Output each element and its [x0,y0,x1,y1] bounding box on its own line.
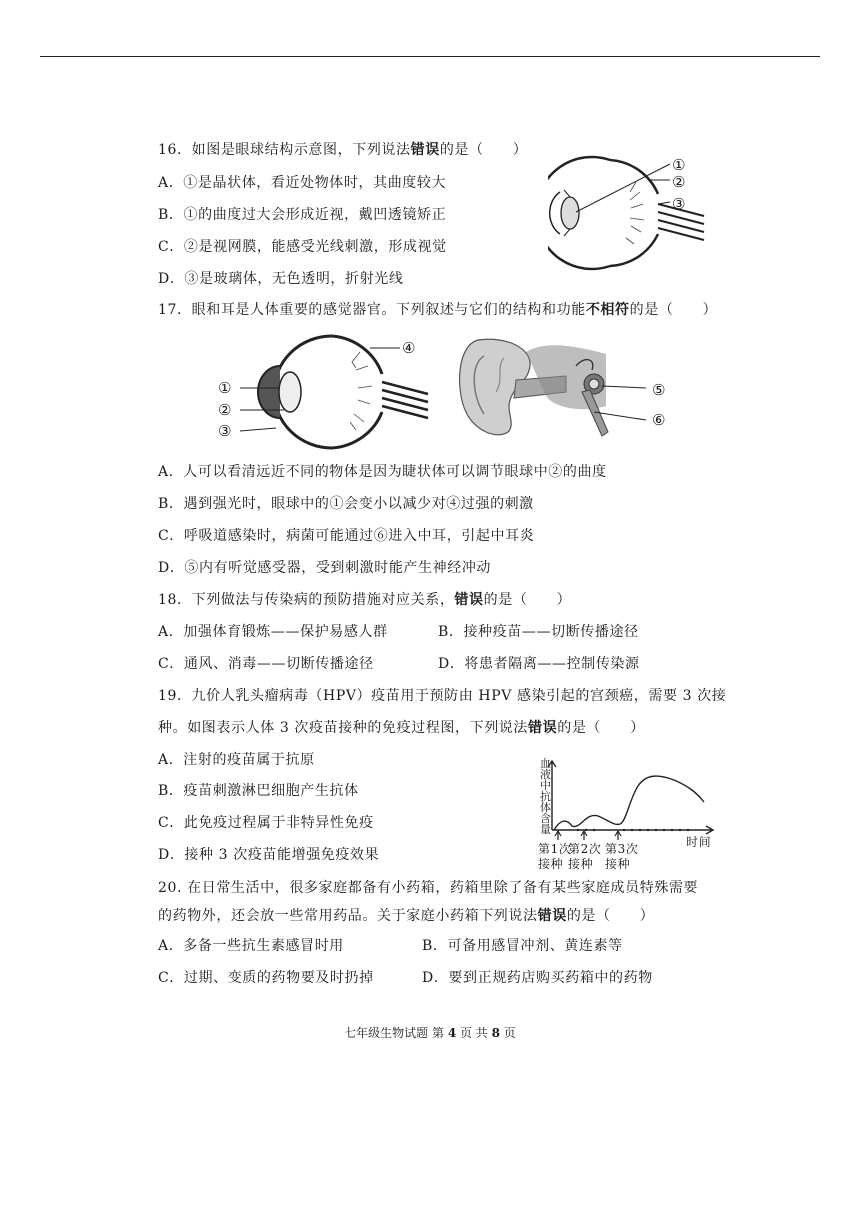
q18-stem: 18．下列做法与传染病的预防措施对应关系，错误的是（ ） [158,592,572,608]
q19-option-d: D．接种 3 次疫苗能增强免疫效果 [158,847,380,863]
header-rule [40,56,820,57]
q16-stem: 16．如图是眼球结构示意图，下列说法错误的是（ ） [158,142,528,158]
q17-label-6: ⑥ [652,411,667,429]
q20-option-d: D．要到正规药店购买药箱中的药物 [422,970,653,986]
q17-option-d: D．⑤内有听觉感受器，受到刺激时能产生神经冲动 [158,560,492,576]
q20-stem-line2: 的药物外，还会放一些常用药品。关于家庭小药箱下列说法错误的是（ ） [158,908,655,924]
q20-stem-line1: 20. 在日常生活中，很多家庭都备有小药箱，药箱里除了备有某些家庭成员特殊需要 [158,880,699,896]
q17-option-b: B．遇到强光时，眼球中的①会变小以减少对④过强的刺激 [158,496,534,512]
q17-ear-diagram [456,336,656,442]
q19-option-b: B．疫苗刺激淋巴细胞产生抗体 [158,783,359,799]
page-footer: 七年级生物试题 第 4 页 共 8 页 [344,1026,516,1040]
q19-graph-xlabel: 时间 [686,835,712,849]
q17-label-5: ⑤ [652,381,667,399]
q16-label-3: ③ [672,195,687,213]
q16-option-b: B．①的曲度过大会形成近视，戴凹透镜矫正 [158,207,447,223]
q16-label-1: ① [672,156,687,174]
q17-stem: 17．眼和耳是人体重要的感觉器官。下列叙述与它们的结构和功能不相符的是（ ） [158,302,718,318]
q19-stem-line1: 19．九价人乳头瘤病毒（HPV）疫苗用于预防由 HPV 感染引起的宫颈癌，需要 3 次接 [158,688,727,704]
q19-dose-3: 第3次 接种 [605,842,639,871]
q18-option-d: D．将患者隔离——控制传染源 [438,656,640,672]
q19-antibody-graph [528,757,718,840]
q17-label-1: ① [218,379,233,397]
q16-label-2: ② [672,173,687,191]
q17-label-4: ④ [402,339,417,357]
q20-option-b: B．可备用感冒冲剂、黄连素等 [422,938,623,954]
q17-label-2: ② [218,401,233,419]
q17-option-c: C．呼吸道感染时，病菌可能通过⑥进入中耳，引起中耳炎 [158,528,535,544]
q19-option-a: A．注射的疫苗属于抗原 [158,752,315,768]
q18-option-c: C．通风、消毒——切断传播途径 [158,656,374,672]
q19-dose-1: 第1次 接种 [538,842,572,871]
q19-graph-ylabel: 血液中抗体含量 [540,757,552,836]
q16-option-a: A．①是晶状体，看近处物体时，其曲度较大 [158,175,447,191]
q16-option-c: C．②是视网膜，能感受光线刺激，形成视觉 [158,239,447,255]
q18-option-a: A．加强体育锻炼——保护易感人群 [158,624,388,640]
q18-option-b: B．接种疫苗——切断传播途径 [438,624,639,640]
q19-dose-2: 第2次 接种 [568,842,602,871]
q19-option-c: C．此免疫过程属于非特异性免疫 [158,815,374,831]
q17-option-a: A．人可以看清远近不同的物体是因为睫状体可以调节眼球中②的曲度 [158,464,607,480]
q16-option-d: D．③是玻璃体，无色透明，折射光线 [158,271,404,287]
q17-label-3: ③ [218,422,233,440]
q20-option-a: A．多备一些抗生素感冒时用 [158,938,344,954]
q20-option-c: C．过期、变质的药物要及时扔掉 [158,970,374,986]
q19-stem-line2: 种。如图表示人体 3 次疫苗接种的免疫过程图，下列说法错误的是（ ） [158,720,645,736]
